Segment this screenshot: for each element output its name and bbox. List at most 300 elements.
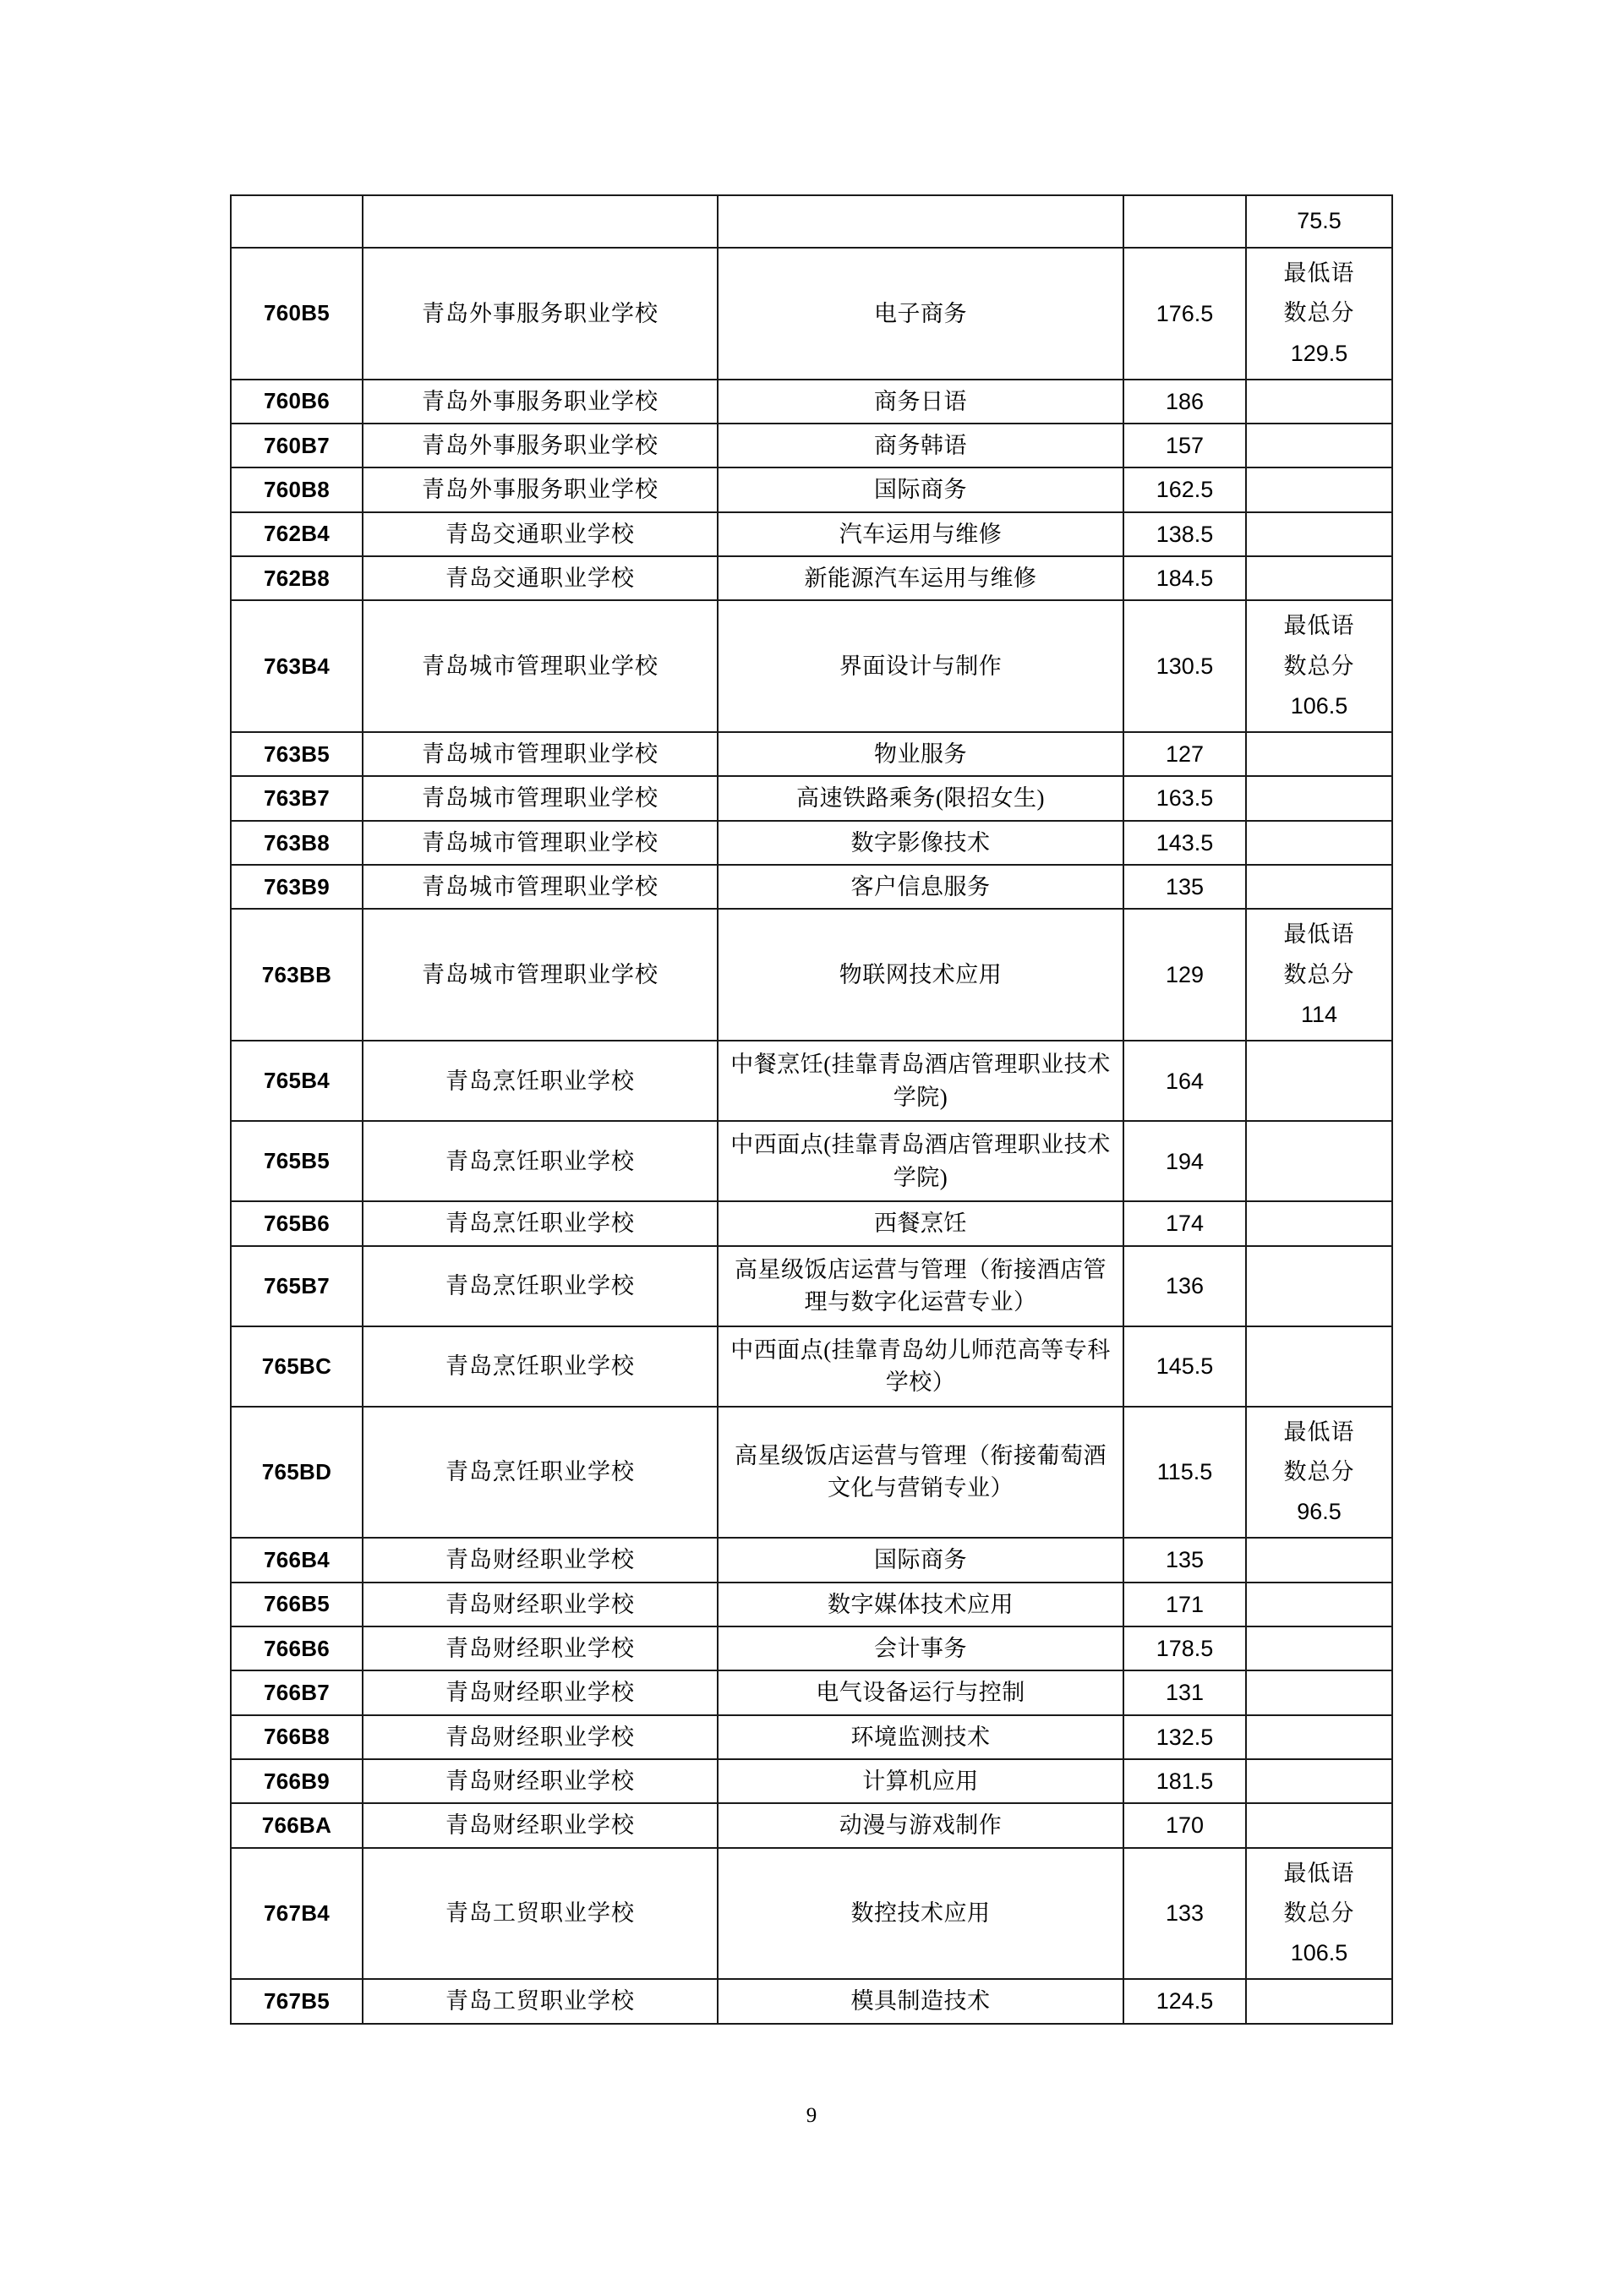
- cell-note: [1246, 1626, 1392, 1670]
- cell-code-text: 763B7: [263, 785, 331, 812]
- cell-school-text: 青岛城市管理职业学校: [422, 829, 658, 856]
- cell-school-text: 青岛交通职业学校: [445, 566, 635, 592]
- cell-major: [718, 1201, 1123, 1245]
- cell-code-text: 766B4: [263, 1546, 331, 1572]
- cell-score: [1123, 1626, 1246, 1670]
- cell-school: [363, 195, 718, 248]
- cell-note: [1246, 1715, 1392, 1759]
- cell-note-text: [1247, 1281, 1391, 1291]
- cell-score: [1123, 1848, 1246, 1980]
- cell-note: [1246, 1121, 1392, 1201]
- note-label-line2: 数总分: [1283, 1458, 1355, 1484]
- cell-code-text: [232, 216, 362, 227]
- note-label-line2: 数总分: [1283, 653, 1355, 679]
- cell-score: [1123, 1407, 1246, 1539]
- cell-major-text: 汽车运用与维修: [839, 521, 1003, 547]
- cell-score: [1123, 1201, 1246, 1245]
- cell-note: [1246, 248, 1392, 380]
- cell-major: [718, 1626, 1123, 1670]
- table-row: [231, 556, 1392, 600]
- cell-school: [363, 1583, 718, 1626]
- cell-code: [231, 1626, 363, 1670]
- cell-school-text: 青岛外事服务职业学校: [422, 433, 658, 459]
- cell-note: [1246, 821, 1392, 865]
- cell-note-text: [1247, 1643, 1391, 1654]
- cell-school-text: 青岛外事服务职业学校: [422, 477, 658, 503]
- cell-code: [231, 512, 363, 556]
- cell-code-text: 760B6: [263, 388, 331, 414]
- cell-code: [231, 556, 363, 600]
- note-label-line1: 最低语: [1283, 921, 1355, 948]
- cell-code-text: 767B5: [263, 1988, 331, 2014]
- cell-major-text: 物业服务: [874, 741, 967, 768]
- cell-school: [363, 1803, 718, 1847]
- cell-note-text: [1247, 1996, 1391, 2006]
- cell-major: [718, 195, 1123, 248]
- cell-score-text: 145.5: [1156, 1353, 1214, 1379]
- cell-school-text: 青岛烹饪职业学校: [445, 1148, 635, 1174]
- cell-note-text: [1247, 1820, 1391, 1830]
- cell-school: [363, 776, 718, 820]
- note-label-line2: 数总分: [1283, 961, 1355, 987]
- cell-code-text: 766B7: [263, 1679, 331, 1705]
- cell-school-text: 青岛财经职业学校: [445, 1591, 635, 1617]
- cell-code: [231, 1848, 363, 1980]
- cell-score-text: 171: [1165, 1591, 1205, 1617]
- table-row: [231, 865, 1392, 909]
- cell-note-text: [1247, 249, 1391, 379]
- cell-code: [231, 1670, 363, 1714]
- note-label-line1: 最低语: [1283, 613, 1355, 639]
- note-value: 114: [1300, 1001, 1338, 1027]
- cell-major-text: 高星级饭店运营与管理（衔接葡萄酒文化与营销专业）: [735, 1443, 1107, 1501]
- cell-major: [718, 424, 1123, 467]
- note-value: 75.5: [1297, 208, 1342, 234]
- cell-code-text: 763B4: [263, 653, 331, 679]
- cell-score-text: 127: [1165, 741, 1205, 768]
- cell-major-text: 中西面点(挂靠青岛酒店管理职业技术学院): [730, 1132, 1111, 1190]
- table-row: [231, 776, 1392, 820]
- cell-school-text: 青岛财经职业学校: [445, 1812, 635, 1839]
- cell-score: [1123, 424, 1246, 467]
- cell-school-text: 青岛城市管理职业学校: [422, 653, 658, 680]
- cell-school: [363, 821, 718, 865]
- cell-code: [231, 865, 363, 909]
- cell-note: [1246, 865, 1392, 909]
- cell-score: [1123, 1121, 1246, 1201]
- cell-score: [1123, 467, 1246, 511]
- cell-note: [1246, 1759, 1392, 1803]
- cell-school: [363, 556, 718, 600]
- cell-note-text: [1247, 440, 1391, 451]
- cell-code-text: 765B4: [263, 1068, 331, 1094]
- table-row: [231, 909, 1392, 1041]
- cell-score: [1123, 821, 1246, 865]
- cell-major: [718, 1759, 1123, 1803]
- cell-note: [1246, 1041, 1392, 1121]
- cell-code: [231, 1715, 363, 1759]
- cell-major-text: 电子商务: [874, 300, 967, 326]
- cell-code-text: 766B6: [263, 1635, 331, 1661]
- cell-note-text: [1247, 1156, 1391, 1167]
- note-value: 129.5: [1290, 340, 1348, 366]
- cell-major-text: 物联网技术应用: [839, 962, 1003, 988]
- note-label-line1: 最低语: [1283, 1419, 1355, 1445]
- cell-major-text: 界面设计与制作: [839, 653, 1003, 680]
- cell-major-text: 数控技术应用: [850, 1900, 991, 1927]
- cell-note-text: [1247, 1776, 1391, 1786]
- cell-major-text: 电气设备运行与控制: [816, 1680, 1025, 1706]
- note-label-line2: 数总分: [1283, 1900, 1355, 1926]
- cell-score-text: 133: [1165, 1900, 1205, 1927]
- cell-major-text: 高星级饭店运营与管理（衔接酒店管理与数字化运营专业）: [735, 1256, 1107, 1315]
- table-row: [231, 1041, 1392, 1121]
- cell-score-text: 163.5: [1156, 785, 1214, 812]
- cell-code: [231, 1759, 363, 1803]
- cell-school-text: 青岛财经职业学校: [445, 1680, 635, 1706]
- cell-major: [718, 1041, 1123, 1121]
- cell-note: [1246, 600, 1392, 732]
- note-value: 96.5: [1297, 1499, 1342, 1525]
- cell-school-text: 青岛工贸职业学校: [445, 1900, 635, 1927]
- cell-major: [718, 1538, 1123, 1582]
- cell-note: [1246, 909, 1392, 1041]
- cell-major-text: 动漫与游戏制作: [839, 1812, 1003, 1839]
- cell-code: [231, 424, 363, 467]
- cell-major: [718, 1803, 1123, 1847]
- table-row: [231, 1538, 1392, 1582]
- page-number: 9: [806, 2104, 817, 2127]
- cell-score-text: 124.5: [1156, 1988, 1214, 2014]
- cell-note-text: [1247, 196, 1391, 246]
- table-row: [231, 424, 1392, 467]
- cell-school-text: 青岛烹饪职业学校: [445, 1459, 635, 1485]
- cell-note-text: [1247, 838, 1391, 848]
- cell-major-text: 国际商务: [874, 1547, 967, 1573]
- cell-school: [363, 1715, 718, 1759]
- cell-code-text: 766B5: [263, 1591, 331, 1617]
- cell-code: [231, 1121, 363, 1201]
- cell-school: [363, 1979, 718, 2023]
- cell-code: [231, 1407, 363, 1539]
- cell-score-text: 164: [1165, 1068, 1205, 1094]
- cell-major: [718, 1670, 1123, 1714]
- cell-score: [1123, 248, 1246, 380]
- cell-major-text: 新能源汽车运用与维修: [804, 566, 1037, 592]
- cell-code-text: 760B8: [263, 477, 331, 503]
- cell-note: [1246, 556, 1392, 600]
- cell-score-text: 170: [1165, 1812, 1205, 1839]
- cell-code-text: 765BD: [261, 1458, 332, 1484]
- table-row: [231, 1407, 1392, 1539]
- cell-score: [1123, 1670, 1246, 1714]
- cell-score-text: 115.5: [1156, 1459, 1213, 1485]
- cell-major: [718, 821, 1123, 865]
- cell-code: [231, 1326, 363, 1407]
- cell-code: [231, 1246, 363, 1326]
- cell-note: [1246, 380, 1392, 424]
- cell-score-text: 131: [1165, 1680, 1205, 1706]
- cell-code: [231, 1201, 363, 1245]
- cell-major-text: 中餐烹饪(挂靠青岛酒店管理职业技术学院): [730, 1052, 1111, 1110]
- cell-school: [363, 732, 718, 776]
- cell-score: [1123, 865, 1246, 909]
- cell-major-text: 商务韩语: [874, 433, 967, 459]
- cell-code: [231, 248, 363, 380]
- table-row: [231, 1626, 1392, 1670]
- cell-note: [1246, 1803, 1392, 1847]
- note-value: 106.5: [1290, 1940, 1348, 1966]
- cell-score-text: 157: [1165, 433, 1205, 459]
- cell-score-text: 186: [1165, 388, 1205, 414]
- cell-note-text: [1247, 1599, 1391, 1610]
- cell-score-text: 184.5: [1156, 566, 1214, 592]
- cell-school-text: 青岛烹饪职业学校: [445, 1353, 635, 1379]
- cell-code-text: 765B5: [263, 1148, 331, 1174]
- cell-score: [1123, 556, 1246, 600]
- cell-note-text: [1247, 794, 1391, 804]
- cell-note: [1246, 1848, 1392, 1980]
- cell-note: [1246, 1326, 1392, 1407]
- cell-school: [363, 1538, 718, 1582]
- cell-code: [231, 1583, 363, 1626]
- cell-code: [231, 600, 363, 732]
- cell-major-text: 高速铁路乘务(限招女生): [796, 785, 1045, 812]
- cell-major: [718, 1407, 1123, 1539]
- cell-school: [363, 248, 718, 380]
- cell-school: [363, 909, 718, 1041]
- cell-school-text: 青岛城市管理职业学校: [422, 962, 658, 988]
- note-label-line2: 数总分: [1283, 300, 1355, 326]
- cell-code-text: 766BA: [261, 1812, 332, 1838]
- cell-note-text: [1247, 529, 1391, 539]
- cell-school: [363, 1041, 718, 1121]
- cell-note-text: [1247, 1687, 1391, 1697]
- cell-major-text: 会计事务: [874, 1635, 967, 1661]
- cell-school-text: 青岛城市管理职业学校: [422, 785, 658, 812]
- cell-major-text: 客户信息服务: [850, 874, 991, 900]
- cell-score-text: 176.5: [1156, 300, 1214, 326]
- table-row: [231, 1848, 1392, 1980]
- cell-school: [363, 1246, 718, 1326]
- cell-note: [1246, 1407, 1392, 1539]
- cell-code-text: 765BC: [261, 1353, 332, 1379]
- cell-major-text: 环境监测技术: [850, 1724, 991, 1750]
- cell-score: [1123, 195, 1246, 248]
- cell-score: [1123, 909, 1246, 1041]
- cell-school-text: 青岛财经职业学校: [445, 1724, 635, 1750]
- cell-school-text: 青岛烹饪职业学校: [445, 1272, 635, 1298]
- table-row: [231, 600, 1392, 732]
- cell-note-text: [1247, 1361, 1391, 1371]
- cell-school-text: 青岛交通职业学校: [445, 521, 635, 547]
- cell-score-text: 174: [1165, 1211, 1205, 1237]
- table-row: [231, 1670, 1392, 1714]
- cell-school: [363, 600, 718, 732]
- cell-note-text: [1247, 1732, 1391, 1742]
- cell-school: [363, 1759, 718, 1803]
- cell-major-text: 国际商务: [874, 477, 967, 503]
- table-row: [231, 821, 1392, 865]
- cell-note-text: [1247, 1408, 1391, 1538]
- cell-major: [718, 512, 1123, 556]
- cell-school: [363, 1201, 718, 1245]
- cell-school-text: 青岛工贸职业学校: [445, 1988, 635, 2014]
- cell-score-text: 135: [1165, 874, 1205, 900]
- cell-school: [363, 424, 718, 467]
- cell-code: [231, 732, 363, 776]
- cell-major-text: 西餐烹饪: [874, 1211, 967, 1237]
- cell-code-text: 765B7: [263, 1272, 331, 1298]
- cell-note-text: [1247, 573, 1391, 583]
- cell-note: [1246, 1979, 1392, 2023]
- cell-score: [1123, 1246, 1246, 1326]
- cell-note-text: [1247, 1555, 1391, 1565]
- table-row: [231, 380, 1392, 424]
- cell-major: [718, 380, 1123, 424]
- cell-note: [1246, 424, 1392, 467]
- cell-note: [1246, 1201, 1392, 1245]
- cell-note-text: [1247, 1849, 1391, 1979]
- cell-note: [1246, 776, 1392, 820]
- cell-school: [363, 512, 718, 556]
- cell-code-text: 762B4: [263, 521, 331, 547]
- table-row: [231, 732, 1392, 776]
- cell-score-text: 143.5: [1156, 829, 1214, 856]
- cell-school-text: 青岛外事服务职业学校: [422, 300, 658, 326]
- cell-major-text: 数字媒体技术应用: [828, 1591, 1014, 1617]
- cell-score-text: 181.5: [1156, 1768, 1214, 1794]
- cell-code-text: 762B8: [263, 565, 331, 591]
- cell-code: [231, 195, 363, 248]
- cell-school-text: 青岛财经职业学校: [445, 1635, 635, 1661]
- cell-school-text: 青岛财经职业学校: [445, 1768, 635, 1794]
- cell-note-text: [1247, 601, 1391, 731]
- cell-school-text: 青岛外事服务职业学校: [422, 388, 658, 414]
- cell-school: [363, 1326, 718, 1407]
- cell-major: [718, 1715, 1123, 1759]
- table-row: [231, 1201, 1392, 1245]
- cell-score: [1123, 600, 1246, 732]
- cell-code-text: 763B5: [263, 741, 331, 767]
- table-row: [231, 195, 1392, 248]
- cell-note-text: [1247, 749, 1391, 759]
- cell-major: [718, 1848, 1123, 1980]
- cell-major: [718, 467, 1123, 511]
- table-row: [231, 1246, 1392, 1326]
- cell-code-text: 763B9: [263, 873, 331, 899]
- cell-code-text: 766B9: [263, 1768, 331, 1794]
- cell-school-text: 青岛财经职业学校: [445, 1547, 635, 1573]
- cell-code-text: 763BB: [261, 961, 332, 987]
- cell-major: [718, 1121, 1123, 1201]
- cell-school-text: 青岛烹饪职业学校: [445, 1068, 635, 1094]
- cell-score-text: [1124, 216, 1245, 227]
- cell-school: [363, 1121, 718, 1201]
- table-body: [231, 195, 1392, 2024]
- cell-code-text: 760B5: [263, 300, 331, 326]
- cell-school-text: 青岛城市管理职业学校: [422, 874, 658, 900]
- admission-score-table-wrapper: [230, 194, 1391, 2025]
- cell-school-text: 青岛烹饪职业学校: [445, 1211, 635, 1237]
- cell-note: [1246, 467, 1392, 511]
- note-label-line1: 最低语: [1283, 260, 1355, 286]
- cell-score-text: 178.5: [1156, 1635, 1214, 1661]
- cell-score-text: 129: [1165, 962, 1205, 988]
- cell-major-text: 商务日语: [874, 388, 967, 414]
- table-row: [231, 1715, 1392, 1759]
- cell-note: [1246, 1670, 1392, 1714]
- cell-score: [1123, 1041, 1246, 1121]
- cell-school: [363, 1407, 718, 1539]
- note-label-line1: 最低语: [1283, 1860, 1355, 1886]
- table-row: [231, 1583, 1392, 1626]
- cell-note: [1246, 1246, 1392, 1326]
- cell-note-text: [1247, 882, 1391, 892]
- cell-score: [1123, 1583, 1246, 1626]
- cell-code-text: 760B7: [263, 432, 331, 458]
- cell-major: [718, 909, 1123, 1041]
- cell-code: [231, 1979, 363, 2023]
- cell-note: [1246, 512, 1392, 556]
- cell-major-text: 计算机应用: [862, 1768, 979, 1794]
- cell-code: [231, 821, 363, 865]
- cell-note-text: [1247, 396, 1391, 407]
- cell-major: [718, 776, 1123, 820]
- table-row: [231, 467, 1392, 511]
- cell-note-text: [1247, 1076, 1391, 1086]
- cell-note: [1246, 195, 1392, 248]
- cell-score: [1123, 1715, 1246, 1759]
- cell-score: [1123, 1759, 1246, 1803]
- cell-code: [231, 467, 363, 511]
- cell-score-text: 132.5: [1156, 1724, 1214, 1750]
- cell-major-text: 模具制造技术: [850, 1988, 991, 2014]
- cell-school: [363, 467, 718, 511]
- cell-major: [718, 1326, 1123, 1407]
- cell-school: [363, 1848, 718, 1980]
- cell-note: [1246, 1538, 1392, 1582]
- cell-school-text: 青岛城市管理职业学校: [422, 741, 658, 768]
- cell-school: [363, 865, 718, 909]
- cell-code: [231, 1803, 363, 1847]
- cell-score: [1123, 1803, 1246, 1847]
- cell-score-text: 135: [1165, 1547, 1205, 1573]
- table-row: [231, 1803, 1392, 1847]
- cell-code-text: 767B4: [263, 1900, 331, 1926]
- cell-score: [1123, 732, 1246, 776]
- cell-score-text: 130.5: [1156, 653, 1214, 680]
- cell-score: [1123, 1979, 1246, 2023]
- table-row: [231, 1326, 1392, 1407]
- cell-code-text: 765B6: [263, 1210, 331, 1236]
- cell-code-text: 766B8: [263, 1724, 331, 1750]
- cell-score: [1123, 1538, 1246, 1582]
- cell-score-text: 194: [1165, 1148, 1205, 1174]
- cell-major: [718, 865, 1123, 909]
- cell-code: [231, 380, 363, 424]
- cell-school: [363, 380, 718, 424]
- table-row: [231, 1121, 1392, 1201]
- cell-code: [231, 909, 363, 1041]
- cell-major: [718, 1246, 1123, 1326]
- cell-score-text: 136: [1165, 1272, 1205, 1298]
- cell-note: [1246, 1583, 1392, 1626]
- cell-note-text: [1247, 1218, 1391, 1228]
- cell-major: [718, 600, 1123, 732]
- cell-major: [718, 248, 1123, 380]
- cell-major-text: 中西面点(挂靠青岛幼儿师范高等专科学校）: [730, 1337, 1111, 1396]
